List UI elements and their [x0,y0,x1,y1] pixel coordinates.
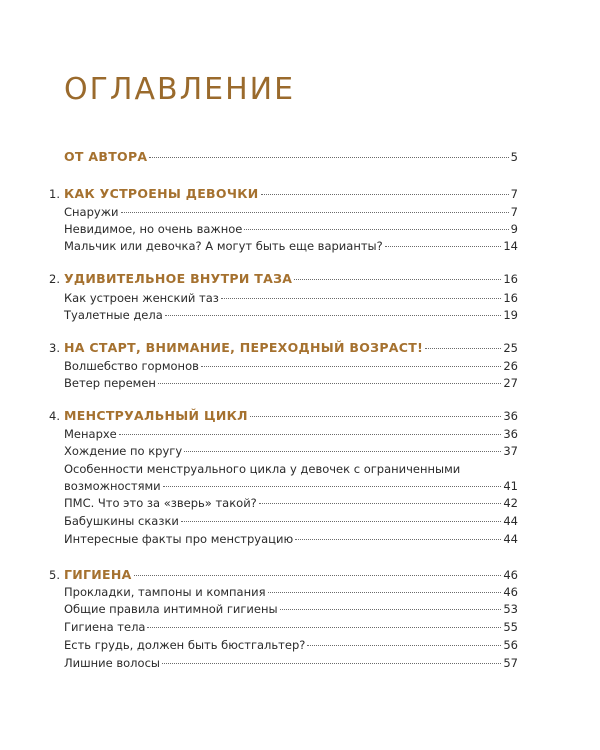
dot-leader [201,366,501,367]
toc-item[interactable] [64,585,518,599]
page-number: 46 [503,585,518,599]
toc-item-label: Невидимое, но очень важное [64,222,243,236]
dot-leader [250,416,502,417]
dot-leader [165,315,502,316]
dot-leader [244,229,508,230]
chapter-number: 4. [49,409,60,423]
page-number: 9 [510,222,518,236]
page-number: 36 [503,409,518,423]
page-number: 5 [510,150,518,164]
toc-heading-label: МЕНСТРУАЛЬНЫЙ ЦИКЛ [64,408,248,423]
dot-leader [425,348,501,349]
dot-leader [221,298,501,299]
dot-leader [121,212,509,213]
toc-item[interactable] [64,359,518,373]
dot-leader [259,503,502,504]
page-number: 25 [503,341,518,355]
page-number: 16 [503,291,518,305]
toc-item-label: Туалетные дела [64,308,163,322]
toc-item[interactable] [64,376,518,390]
toc-item-label: Прокладки, тампоны и компания [64,585,266,599]
dot-leader [294,279,501,280]
toc-heading-label: ГИГИЕНА [64,567,132,582]
toc-item[interactable] [64,239,518,253]
toc-item-label: Снаружи [64,205,119,219]
toc-chapter-3[interactable] [49,340,518,355]
toc-item[interactable] [64,308,518,322]
toc-item-label: Как устроен женский таз [64,291,219,305]
dot-leader [134,575,502,576]
toc-item[interactable] [64,638,518,652]
dot-leader [181,521,501,522]
toc-item-label: Мальчик или девочка? А могут быть еще варианты? [64,239,383,253]
toc-heading-label: ОТ АВТОРА [64,149,148,164]
dot-leader [261,194,509,195]
toc-item[interactable] [64,479,518,493]
page-number: 14 [503,239,518,253]
toc-item[interactable] [64,427,518,441]
toc-item[interactable] [64,205,518,219]
toc-item-label: возможностями [64,479,161,493]
dot-leader [307,645,501,646]
page-number: 44 [503,514,518,528]
toc-chapter-5[interactable] [49,567,518,582]
chapter-number: 5. [49,568,60,582]
page-title: ОГЛАВЛЕНИЕ [64,72,296,107]
page-number: 41 [503,479,518,493]
page-number: 57 [503,656,518,670]
chapter-number: 1. [49,187,60,201]
page-number: 19 [503,308,518,322]
toc-item-label: Лишние волосы [64,656,160,670]
dot-leader [385,246,502,247]
toc-item-label: ПМС. Что это за «зверь» такой? [64,496,257,510]
page-number: 55 [503,620,518,634]
page-number: 26 [503,359,518,373]
toc-item-label: Гигиена тела [64,620,146,634]
toc-item-label: Волшебство гормонов [64,359,199,373]
page-number: 36 [503,427,518,441]
dot-leader [163,486,502,487]
page-number: 7 [510,205,518,219]
toc-item-label: Бабушкины сказки [64,514,179,528]
dot-leader [147,627,501,628]
toc-heading-label: КАК УСТРОЕНЫ ДЕВОЧКИ [64,186,259,201]
toc-item[interactable] [64,444,518,458]
toc-item[interactable] [64,514,518,528]
toc-chapter-4[interactable] [49,408,518,423]
toc-item-label: Интересные факты про менструацию [64,532,294,546]
toc-item[interactable] [64,222,518,236]
toc-item[interactable] [64,532,518,546]
dot-leader [280,609,502,610]
dot-leader [119,434,502,435]
toc-item-label: Ветер перемен [64,376,156,390]
toc-heading-label: НА СТАРТ, ВНИМАНИЕ, ПЕРЕХОДНЫЙ ВОЗРАСТ! [64,340,424,355]
page-number: 44 [503,532,518,546]
dot-leader [184,451,501,452]
toc-item[interactable] [64,496,518,510]
toc-heading-label: УДИВИТЕЛЬНОЕ ВНУТРИ ТАЗА [64,271,293,286]
page-number: 42 [503,496,518,510]
page-number: 27 [503,376,518,390]
toc-item-label: Общие правила интимной гигиены [64,602,278,616]
dot-leader [295,539,501,540]
toc-item-label-line1: Особенности менструального цикла у девочек с ограниченными [64,462,461,476]
toc-item-label: Есть грудь, должен быть бюстгальтер? [64,638,306,652]
toc-entry-author[interactable] [64,150,518,164]
toc-chapter-1[interactable] [49,186,518,201]
page-number: 16 [503,272,518,286]
chapter-number: 3. [49,341,60,355]
dot-leader [162,663,501,664]
page-number: 46 [503,568,518,582]
page-number: 7 [510,187,518,201]
chapter-number: 2. [49,272,60,286]
toc-item[interactable] [64,620,518,634]
toc-item[interactable] [64,602,518,616]
page-number: 53 [503,602,518,616]
toc-item-label: Менархе [64,427,117,441]
page-number: 37 [503,444,518,458]
dot-leader [149,157,508,158]
dot-leader [268,592,502,593]
page-number: 56 [503,638,518,652]
toc-item-label: Хождение по кругу [64,444,183,458]
dot-leader [158,383,501,384]
toc-chapter-2[interactable] [49,271,518,286]
toc-item[interactable] [64,656,518,670]
toc-item[interactable] [64,291,518,305]
